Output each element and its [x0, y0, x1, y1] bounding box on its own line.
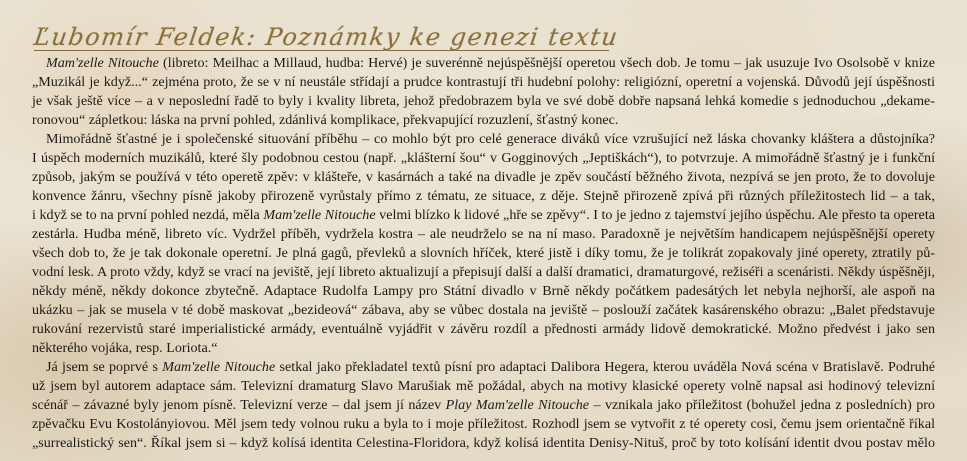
text-segment: ukázku – jak se musela v té době maskovat „bezideová“ zábava, aby se vůbec dostala na jeviště – poslouží začátek kasárenského obrazu: „Balet představuje	[32, 302, 935, 318]
text-line	[32, 415, 935, 434]
text-segment: Já jsem se poprvé s	[46, 359, 163, 375]
text-segment: – vznikala jako příležitost (bohužel jedna z posledních) pro	[589, 397, 935, 413]
article-title: Ľubomír Feldek: Poznámky ke genezi textu	[32, 23, 621, 51]
text-line	[32, 187, 935, 206]
text-line	[32, 73, 935, 92]
text-segment: ronovou“ zápletkou: láska na první pohled, zdánlivá komplikace, překvapující rozuzlení, šťastný konec.	[32, 112, 619, 128]
text-segment: všech dob to, že je tak dokonale operetní. Je plná gagů, převleků a slovních hříček, které jistě i díky tomu, že je tolikrát zopakovaly jiné operety, ztratily pů-	[32, 245, 935, 261]
text-line	[32, 54, 935, 73]
text-segment: někdy méně, někdy dokonce zbytečně. Adaptace Rudolfa Lampy pro Státní divadlo v Brně někdy počátkem padesátých let nebyla nejhorší, ale aspoň na	[32, 283, 935, 299]
text-segment: zpěvačku Evu Kostolányiovou. Měl jsem tedy volnou ruku a byla to i moje příležitost. Rozhodl jsem se vytvořit z té operety cosi, čemu jsem orientačně říkal	[32, 416, 935, 432]
italic-title: Mam'zelle Nitouche	[263, 207, 376, 223]
text-line	[32, 377, 935, 396]
text-line	[32, 206, 935, 225]
text-segment: Mimořádně šťastné je i společenské situování příběhu – co mohlo být pro celé generace diváků více vzrušující než láska chovanky kláštera a důstojníka?	[46, 131, 935, 147]
text-line	[32, 263, 935, 282]
text-line	[32, 149, 935, 168]
text-line	[32, 168, 935, 187]
text-line	[32, 320, 935, 339]
text-line	[32, 130, 935, 149]
text-line	[32, 244, 935, 263]
text-line	[32, 282, 935, 301]
text-line	[32, 358, 935, 377]
article-body	[32, 54, 935, 453]
text-line	[32, 396, 935, 415]
text-line	[32, 339, 935, 358]
text-segment: (libreto: Meilhac a Millaud, hudba: Hervé) je suverénně nejúspěšnější operetou všech dob. Je tomu – jak usuzuje Ivo Osolsobě v knize	[158, 55, 935, 71]
text-segment: konvence žánru, všechny písně jakoby přirozeně vyrůstaly přímo z tématu, ze situace, z děje. Stejně přirozeně zpívá při různých příležitostech lid – a tak,	[32, 188, 935, 204]
text-segment: způsob, jakým se používá v této operetě zpěv: v klášteře, v kasárnách a také na divadle je zpěv součástí běžného života, nezpívá se jen proto, že to dovoluje	[32, 169, 935, 185]
text-line	[32, 434, 935, 453]
text-segment: setkal jako překladatel textů písní pro adaptaci Dalibora Hegera, kterou uváděla Nová scéna v Bratislavě. Podruhé	[275, 359, 935, 375]
text-segment: „surrealistický sen“. Říkal jsem si – když kolísá identita Celestina-Floridora, když kolísá identita Denisy-Nituš, proč by toto kolísání identit dvou postav mělo	[32, 435, 935, 451]
text-segment: velmi blízko k lidové „hře se zpěvy“. I to je jedno z tajemství jejího úspěchu. Ale přesto ta opereta	[375, 207, 935, 223]
text-line	[32, 92, 935, 111]
text-segment: i když se to na první pohled nezdá, měla	[32, 207, 264, 223]
text-segment: „Muzikál je když...“ zejména proto, že se v ní neustále střídají a prudce kontrastují tři hudební polohy: religiózní, operetní a vojenská. Důvodů její úspěšnosti	[32, 74, 935, 90]
text-segment: je však ještě více – a v neposlední řadě to byly i kvality libreta, jehož předobrazem byla ve své době dobře napsaná lehká komedie s jednoduchou „dekame-	[32, 93, 935, 109]
text-segment: rukování rezervistů staré imperialistické armády, eventuálně vyjádřit v závěru rozdíl a přednosti armády lidově demokratické. Možno předvést i jako sen	[32, 321, 935, 337]
article-page	[32, 22, 935, 453]
text-segment: scénář – závazné byly jenom písně. Televizní verze – dal jsem jí název	[32, 397, 446, 413]
italic-title: Play Mam'zelle Nitouche	[445, 397, 590, 413]
text-segment: zestárla. Hudba méně, libreto víc. Vydržel příběh, vydržela kostra – ale neudrželo se na ní maso. Paradoxně je největším handicapem nejúspěšnější operety	[32, 226, 935, 242]
italic-title: Mam'zelle Nitouche	[162, 359, 276, 375]
text-segment: už jsem byl autorem adaptace sám. Televizní dramaturg Slavo Marušiak mě požádal, abych na motivy klasické operety volně napsal asi hodinový televizní	[32, 378, 935, 394]
text-segment: některého vojáka, resp. Loriota.“	[32, 340, 218, 356]
text-line	[32, 111, 935, 130]
text-line	[32, 301, 935, 320]
text-line	[32, 225, 935, 244]
text-segment: I úspěch moderních muzikálů, které šly podobnou cestou (např. „klášterní šou“ v Gogginových „Jeptiškách“), to potvrzuje. A mimořádně šťastný je i funkční	[32, 150, 935, 166]
italic-title: Mam'zelle Nitouche	[46, 55, 159, 71]
text-segment: vodní lesk. A proto vždy, když se vrací na jeviště, její libreto aktualizují a přepisují další a další dramatici, dramaturgové, režiséři a scenáristi. Někdy úspěšněji,	[32, 264, 935, 280]
